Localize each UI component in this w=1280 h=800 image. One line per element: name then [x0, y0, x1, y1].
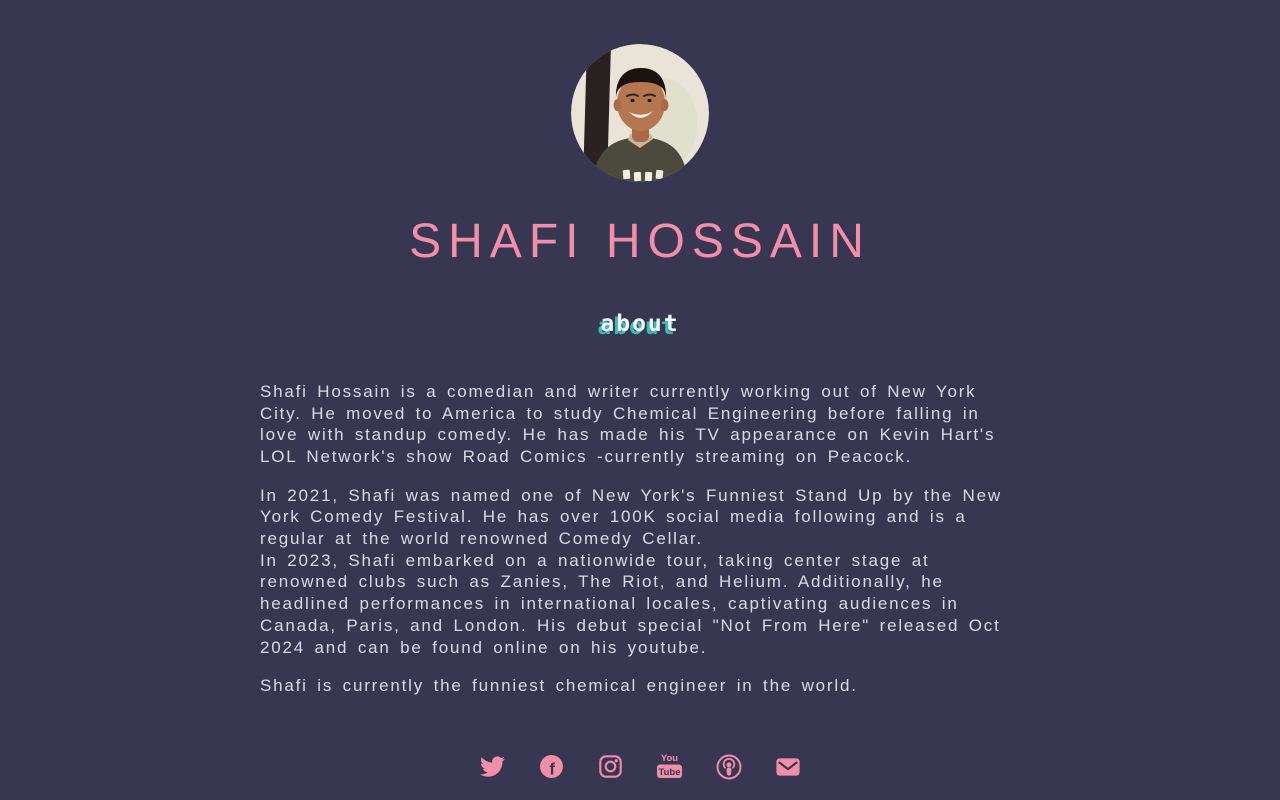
bio-paragraph: Shafi Hossain is a comedian and writer currently working out of New York City. He moved to America to study Chemical Engineering before falling in love with standup comedy. He has made his TV appearance on Kevin Hart's LOL Network's show Road Comics -currently streaming on Peacock. [260, 381, 996, 466]
svg-text:You: You [660, 753, 679, 765]
podcast-icon [716, 754, 742, 780]
page-title: SHAFI HOSSAIN [409, 215, 871, 268]
instagram-icon [598, 754, 623, 779]
bio-section [260, 381, 1020, 714]
bio-paragraph: Shafi is currently the funniest chemical engineer in the world. [260, 676, 858, 696]
facebook-link[interactable] [537, 750, 567, 784]
bio-paragraph: In 2023, Shafi embarked on a nationwide tour, taking center stage at renowned clubs such as Zanies, The Riot, and Helium. Additionally, he headlined performances in international locales, captivating audiences in Canada, Paris, and London. His debut special "Not From Here" released Oct 2024 and can be found online on his youtube. [260, 550, 1001, 657]
svg-text:Tube: Tube [658, 767, 681, 779]
social-links [478, 750, 803, 784]
bio-paragraph: In 2021, Shafi was named one of New York's Funniest Stand Up by the New York Comedy Festival. He has over 100K social media following and is a regular at the world renowned Comedy Cellar. [260, 485, 1002, 549]
twitter-link[interactable] [478, 750, 508, 784]
site-nav [600, 311, 679, 337]
podcast-link[interactable] [714, 750, 744, 784]
youtube-icon [656, 751, 683, 782]
svg-text:f: f [549, 759, 555, 779]
profile-photo-image [571, 44, 709, 182]
youtube-link[interactable] [655, 750, 685, 784]
profile-photo [571, 44, 709, 182]
email-icon [775, 754, 801, 780]
nav-link-about[interactable]: about [600, 310, 680, 337]
twitter-icon [480, 754, 505, 779]
email-link[interactable] [773, 750, 803, 784]
instagram-link[interactable] [596, 750, 626, 784]
facebook-icon [539, 754, 564, 779]
